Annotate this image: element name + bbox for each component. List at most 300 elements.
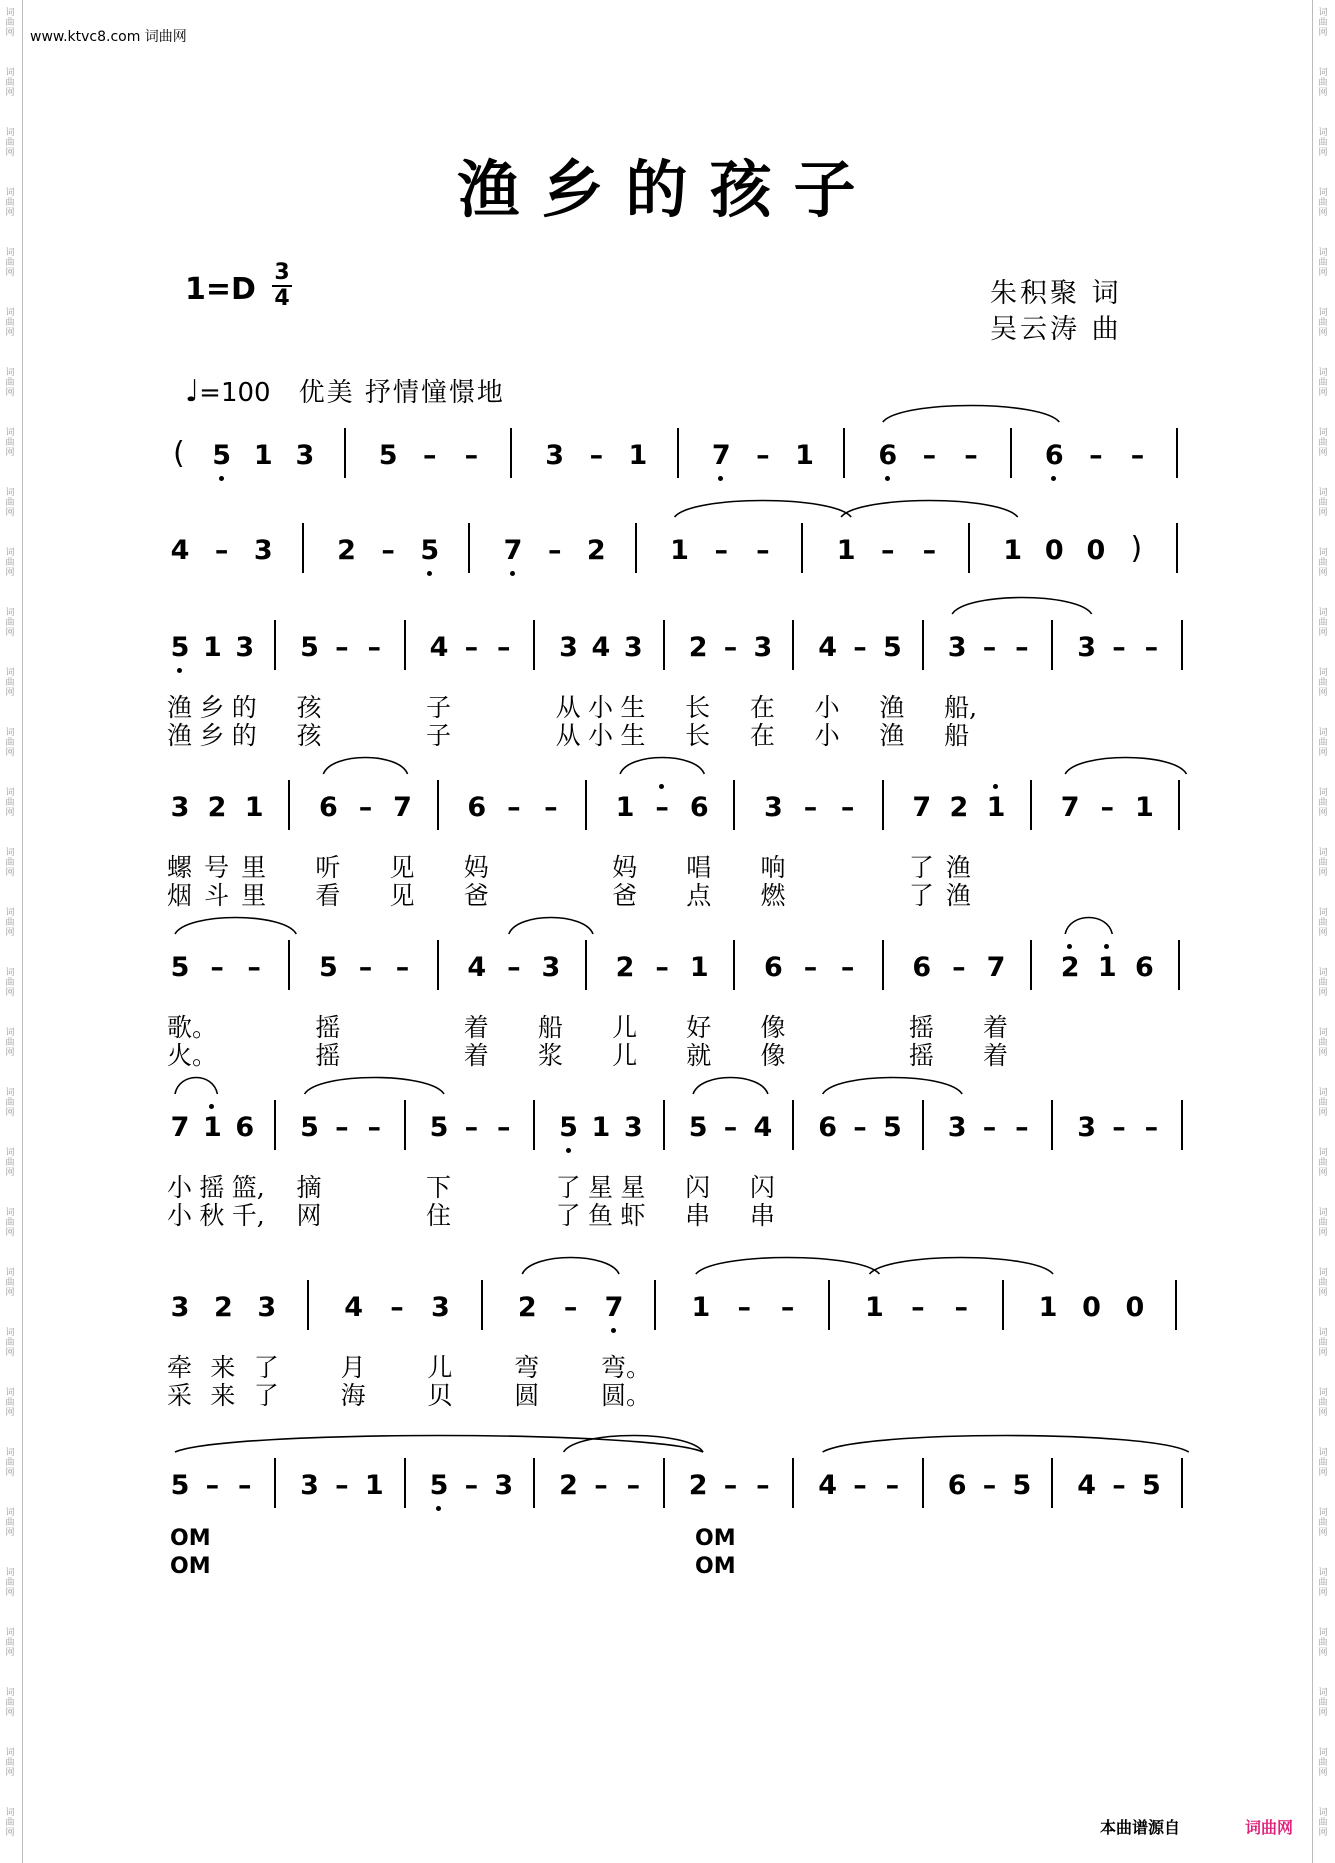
note: 5 [378,440,398,471]
margin-mark: 词 曲 网 [5,248,15,278]
parenthesis: ( [173,436,185,471]
lyric-syllable: 了 [908,853,934,882]
lyric-syllable: 闪 [749,1173,775,1202]
note: 3 [295,440,315,471]
lyric-syllable: 摇 [199,1173,225,1202]
margin-mark: 词 曲 网 [1318,68,1328,98]
dash-extension: – [1112,632,1126,663]
dash-extension: – [1130,440,1145,471]
barline [922,620,924,670]
note: 3 [494,1470,514,1501]
barline [733,940,735,990]
dash-extension: – [714,535,728,566]
dash-extension: – [1112,1112,1126,1143]
lyric-syllable: 像 [760,1041,786,1070]
barline [1010,428,1012,478]
dash-extension: – [335,1112,349,1143]
note: 3 [753,632,773,663]
barline [1181,1100,1183,1150]
lyric-syllable: 弯 [514,1353,540,1382]
lyric-syllable: 来 [210,1353,236,1382]
note: 4 [818,1470,837,1501]
lyric-syllable: 里 [241,881,267,910]
margin-mark: 词 曲 网 [5,1388,15,1418]
barline [1002,1280,1004,1330]
octave-dot [718,476,723,481]
dash-extension: – [1100,792,1115,823]
note: 7 [170,1112,190,1143]
note: 5 [170,632,190,663]
lyric-syllable: 渔 [167,721,193,750]
lyric-syllable: 妈 [612,853,638,882]
margin-mark: 词 曲 网 [5,668,15,698]
barline [843,428,845,478]
dash-extension: – [982,1470,997,1501]
lyric-syllable: 摇 [315,1041,341,1070]
note: 6 [912,952,932,983]
lyric-syllable: 在 [749,721,775,750]
slur [1065,758,1186,775]
slur [175,1078,217,1095]
note: 6 [235,1112,255,1143]
dash-extension: – [367,632,382,663]
dash-extension: – [335,1470,349,1501]
note: 2 [586,535,606,566]
margin-mark: 词 曲 网 [5,1148,15,1178]
note: 7 [986,952,1006,983]
lyric-syllable: 浆 [537,1041,563,1070]
note: 3 [170,1292,190,1323]
barline [922,1458,924,1508]
note: 6 [1134,952,1154,983]
margin-mark: 词 曲 网 [1318,1448,1328,1478]
dash-extension: – [367,1112,382,1143]
slur [823,1078,963,1095]
lyric-syllable: 响 [760,853,786,882]
margin-mark: 词 曲 网 [1318,1688,1328,1718]
note: 7 [503,535,523,566]
note: 1 [591,1112,611,1143]
dash-extension: – [423,440,437,471]
slur [883,406,1060,423]
dash-extension: – [655,792,669,823]
lyric-syllable: 星 [620,1173,646,1202]
note: 6 [467,792,487,823]
lyric-syllable: 乡 [199,721,225,750]
note: 6 [878,440,898,471]
margin-mark: 词 曲 网 [5,488,15,518]
dash-extension: – [881,535,895,566]
barline [404,1458,406,1508]
note: 6 [1044,440,1064,471]
margin-mark: 词 曲 网 [1318,428,1328,458]
octave-dot [566,1148,571,1153]
dash-extension: – [840,792,855,823]
barline [792,1100,794,1150]
barline [1176,523,1178,573]
lyric-syllable: 螺 [167,853,193,882]
note: 0 [1125,1292,1145,1323]
lyric-syllable: 子 [426,721,452,750]
dash-extension: – [655,952,669,983]
dash-extension: – [335,632,349,663]
margin-mark: 词 曲 网 [5,1088,15,1118]
margin-mark: 词 曲 网 [1318,248,1328,278]
slur [1065,918,1112,935]
site-url[interactable]: www.ktvc8.com 词曲网 [30,29,187,45]
lyric-syllable: 了 [253,1381,279,1410]
margin-mark: 词 曲 网 [1318,728,1328,758]
octave-dot [1104,944,1109,949]
margin-mark: 词 曲 网 [5,548,15,578]
barline [792,620,794,670]
barline [533,1458,535,1508]
note: 3 [253,535,273,566]
lyric-syllable: 里 [241,853,267,882]
note: 6 [318,792,338,823]
lyric-syllable: 圆。 [601,1381,652,1410]
note: 2 [207,792,227,823]
margin-mark: 词 曲 网 [1318,1508,1328,1538]
note: 3 [300,1470,319,1501]
octave-dot [1067,944,1072,949]
lyric-syllable: 斗 [204,881,230,910]
margin-mark: 词 曲 网 [5,1448,15,1478]
lyric-syllable: 儿 [612,1013,638,1042]
slur [175,1436,703,1453]
lyric-syllable: 了 [908,881,934,910]
note: 3 [170,792,190,823]
margin-mark: 词 曲 网 [1318,848,1328,878]
slur [305,1078,445,1095]
lyric-syllable: 弯。 [601,1353,652,1382]
lyric-syllable: 船 [537,1013,563,1042]
lyric-syllable: 了 [555,1201,581,1230]
dash-extension: – [723,632,738,663]
barline [274,1100,276,1150]
margin-mark: 词 曲 网 [5,1208,15,1238]
hum-syllable: OM [695,1554,736,1579]
note: 6 [947,1470,967,1501]
dash-extension: – [507,952,521,983]
octave-dot [1051,476,1056,481]
barline [468,523,470,573]
lyric-syllable: 生 [620,721,646,750]
note: 2 [337,535,356,566]
dash-extension: – [911,1292,925,1323]
margin-mark: 词 曲 网 [1318,1088,1328,1118]
dash-extension: – [1015,632,1029,663]
dash-extension: – [544,792,558,823]
note: 3 [541,952,561,983]
note: 1 [1003,535,1023,566]
note: 3 [1077,1112,1097,1143]
lyric-syllable: 小 [814,693,840,722]
note: 1 [1097,952,1117,983]
margin-mark: 词 曲 网 [5,1568,15,1598]
barline [1030,940,1032,990]
note: 1 [1134,792,1154,823]
margin-mark: 词 曲 网 [5,8,15,38]
octave-dot [611,1328,616,1333]
octave-dot [219,476,224,481]
barline [274,620,276,670]
quarter-note-icon: ♩ [185,374,200,409]
dash-extension: – [723,1112,738,1143]
note: 3 [947,1112,967,1143]
note: 7 [604,1292,624,1323]
lyric-syllable: 爸 [612,881,638,910]
margin-mark: 词 曲 网 [5,1268,15,1298]
lyric-syllable: 着 [463,1013,489,1042]
note: 7 [1060,792,1080,823]
margin-mark: 词 曲 网 [5,1508,15,1538]
note: 6 [818,1112,837,1143]
margin-mark: 词 曲 网 [1318,8,1328,38]
margin-mark: 词 曲 网 [1318,1328,1328,1358]
time-signature [272,262,292,310]
dash-extension: – [547,535,562,566]
barline [481,1280,483,1330]
dash-extension: – [723,1470,738,1501]
note: 1 [795,440,814,471]
dash-extension: – [780,1292,795,1323]
dash-extension: – [238,1470,252,1501]
dash-extension: – [205,1470,220,1501]
margin-mark: 词 曲 网 [1318,1628,1328,1658]
margin-mark: 词 曲 网 [5,308,15,338]
key-signature: 1=D [185,272,256,307]
dash-extension: – [507,792,521,823]
margin-mark: 词 曲 网 [5,1748,15,1778]
octave-dot [510,571,515,576]
dash-extension: – [594,1470,608,1501]
barline [1051,1100,1053,1150]
dash-extension: – [982,1112,997,1143]
dash-extension: – [922,535,937,566]
note: 5 [882,632,902,663]
time-bottom: 4 [274,286,290,311]
note: 1 [670,535,689,566]
barline [1051,1458,1053,1508]
barline [585,780,587,830]
note: 1 [865,1292,884,1323]
lyric-syllable: 贝 [427,1381,453,1410]
margin-mark: 词 曲 网 [1318,788,1328,818]
lyric-syllable: 船 [944,721,970,750]
slur [509,918,593,935]
lyric-syllable: 渔 [945,881,971,910]
margin-mark: 词 曲 网 [1318,608,1328,638]
barline [635,523,637,573]
note: 4 [170,535,190,566]
note: 1 [628,440,648,471]
margin-mark: 词 曲 网 [1318,668,1328,698]
margin-mark: 词 曲 网 [5,848,15,878]
margin-mark: 词 曲 网 [5,1628,15,1658]
lyric-syllable: 渔 [879,693,905,722]
dash-extension: – [853,632,867,663]
lyric-syllable: 牵 [167,1353,193,1382]
note: 5 [170,952,190,983]
lyric-syllable: 了 [555,1173,581,1202]
lyric-syllable: 在 [749,693,775,722]
tempo-marking [185,372,505,409]
dash-extension: – [464,1470,479,1501]
margin-mark: 词 曲 网 [1318,368,1328,398]
barline [307,1280,309,1330]
lyric-syllable: 烟 [167,881,193,910]
dash-extension: – [214,535,229,566]
dash-extension: – [589,440,604,471]
barline [654,1280,656,1330]
lyric-syllable: 从 [555,693,581,722]
margin-mark: 词 曲 网 [5,608,15,638]
note: 0 [1082,1292,1101,1323]
barline [510,428,512,478]
note: 3 [235,632,255,663]
margin-mark: 词 曲 网 [1318,548,1328,578]
dash-extension: – [982,632,997,663]
margin-mark: 词 曲 网 [5,368,15,398]
expression-text: 优美 抒情憧憬地 [298,378,505,408]
dash-extension: – [885,1470,900,1501]
footer-brand[interactable]: 词曲网 [1245,1818,1294,1837]
lyric-syllable: 来 [210,1381,236,1410]
margin-mark: 词 曲 网 [1318,488,1328,518]
note: 5 [688,1112,708,1143]
slur [564,1436,704,1453]
note: 5 [212,440,232,471]
lyric-syllable: 摘 [296,1173,322,1202]
lyric-syllable: 船, [944,693,978,722]
note: 4 [344,1292,363,1323]
note: 5 [318,952,338,983]
lyric-syllable: 渔 [167,693,193,722]
lyric-syllable: 月 [340,1353,366,1382]
lyric-syllable: 从 [555,721,581,750]
dash-extension: – [563,1292,578,1323]
note: 5 [559,1112,578,1143]
margin-mark: 词 曲 网 [5,1808,15,1838]
note: 0 [1044,535,1064,566]
margin-mark: 词 曲 网 [1318,128,1328,158]
note: 2 [688,1470,708,1501]
dash-extension: – [247,952,261,983]
lyric-syllable: 虾 [620,1201,646,1230]
dash-extension: – [1144,632,1159,663]
dash-extension: – [497,632,511,663]
parenthesis: ) [1130,531,1143,566]
barline [828,1280,830,1330]
barline [882,780,884,830]
barline [968,523,970,573]
lyric-syllable: 儿 [612,1041,638,1070]
note: 1 [689,952,709,983]
lyric-syllable: 火。 [167,1041,218,1070]
slur [869,1258,1053,1275]
dash-extension: – [210,952,224,983]
lyric-syllable: 儿 [427,1353,453,1382]
slur [323,758,407,775]
note: 3 [623,1112,643,1143]
note: 4 [429,632,449,663]
lyric-syllable: 篮, [231,1173,265,1202]
note: 3 [559,632,578,663]
octave-dot [993,784,998,789]
dash-extension: – [964,440,978,471]
lyric-syllable: 渔 [879,721,905,750]
lyric-syllable: 网 [296,1201,322,1230]
lyric-syllable: 串 [749,1201,775,1230]
lyric-syllable: 生 [620,693,646,722]
barline [922,1100,924,1150]
note: 3 [947,632,967,663]
note: 1 [836,535,856,566]
margin-mark: 词 曲 网 [1318,1268,1328,1298]
credits [990,276,1122,348]
dash-extension: – [922,440,937,471]
barline [437,780,439,830]
note: 3 [257,1292,277,1323]
note: 1 [1038,1292,1058,1323]
dash-extension: – [954,1292,969,1323]
margin-mark: 词 曲 网 [5,428,15,458]
margin-mark: 词 曲 网 [1318,908,1328,938]
barline [1181,620,1183,670]
lyric-syllable: 孩 [296,693,322,722]
lyric-syllable: 爸 [463,881,489,910]
note: 7 [912,792,932,823]
barline [663,1100,665,1150]
lyricist: 朱积聚 词 [990,278,1122,309]
barline [801,523,803,573]
dash-extension: – [756,440,770,471]
lyric-syllable: 海 [340,1381,366,1410]
slur [693,1078,768,1095]
lyric-syllable: 号 [204,853,230,882]
dash-extension: – [756,1470,770,1501]
dash-extension: – [1089,440,1103,471]
lyric-syllable: 住 [426,1201,452,1230]
lyric-syllable: 好 [686,1013,712,1042]
margin-mark: 词 曲 网 [1318,1808,1328,1838]
note: 1 [202,1112,222,1143]
barline [1181,1458,1183,1508]
note: 1 [253,440,273,471]
note: 3 [545,440,565,471]
lyric-syllable: 点 [686,881,712,910]
margin-mark: 词 曲 网 [1318,1208,1328,1238]
lyric-syllable: 孩 [296,721,322,750]
lyric-syllable: 的 [231,721,257,750]
note: 5 [300,632,319,663]
lyric-syllable: 渔 [945,853,971,882]
lyric-syllable: 见 [389,853,415,882]
lyric-syllable: 下 [426,1173,452,1202]
barline [274,1458,276,1508]
note: 2 [615,952,635,983]
barline [1175,1280,1177,1330]
lyric-syllable: 小 [587,721,613,750]
lyric-syllable: 小 [167,1201,193,1230]
lyric-syllable: 圆 [514,1381,540,1410]
lyric-syllable: 妈 [463,853,489,882]
hum-syllable: OM [170,1554,211,1579]
dash-extension: – [497,1112,511,1143]
dash-extension: – [1144,1112,1159,1143]
octave-dot [209,1104,214,1109]
